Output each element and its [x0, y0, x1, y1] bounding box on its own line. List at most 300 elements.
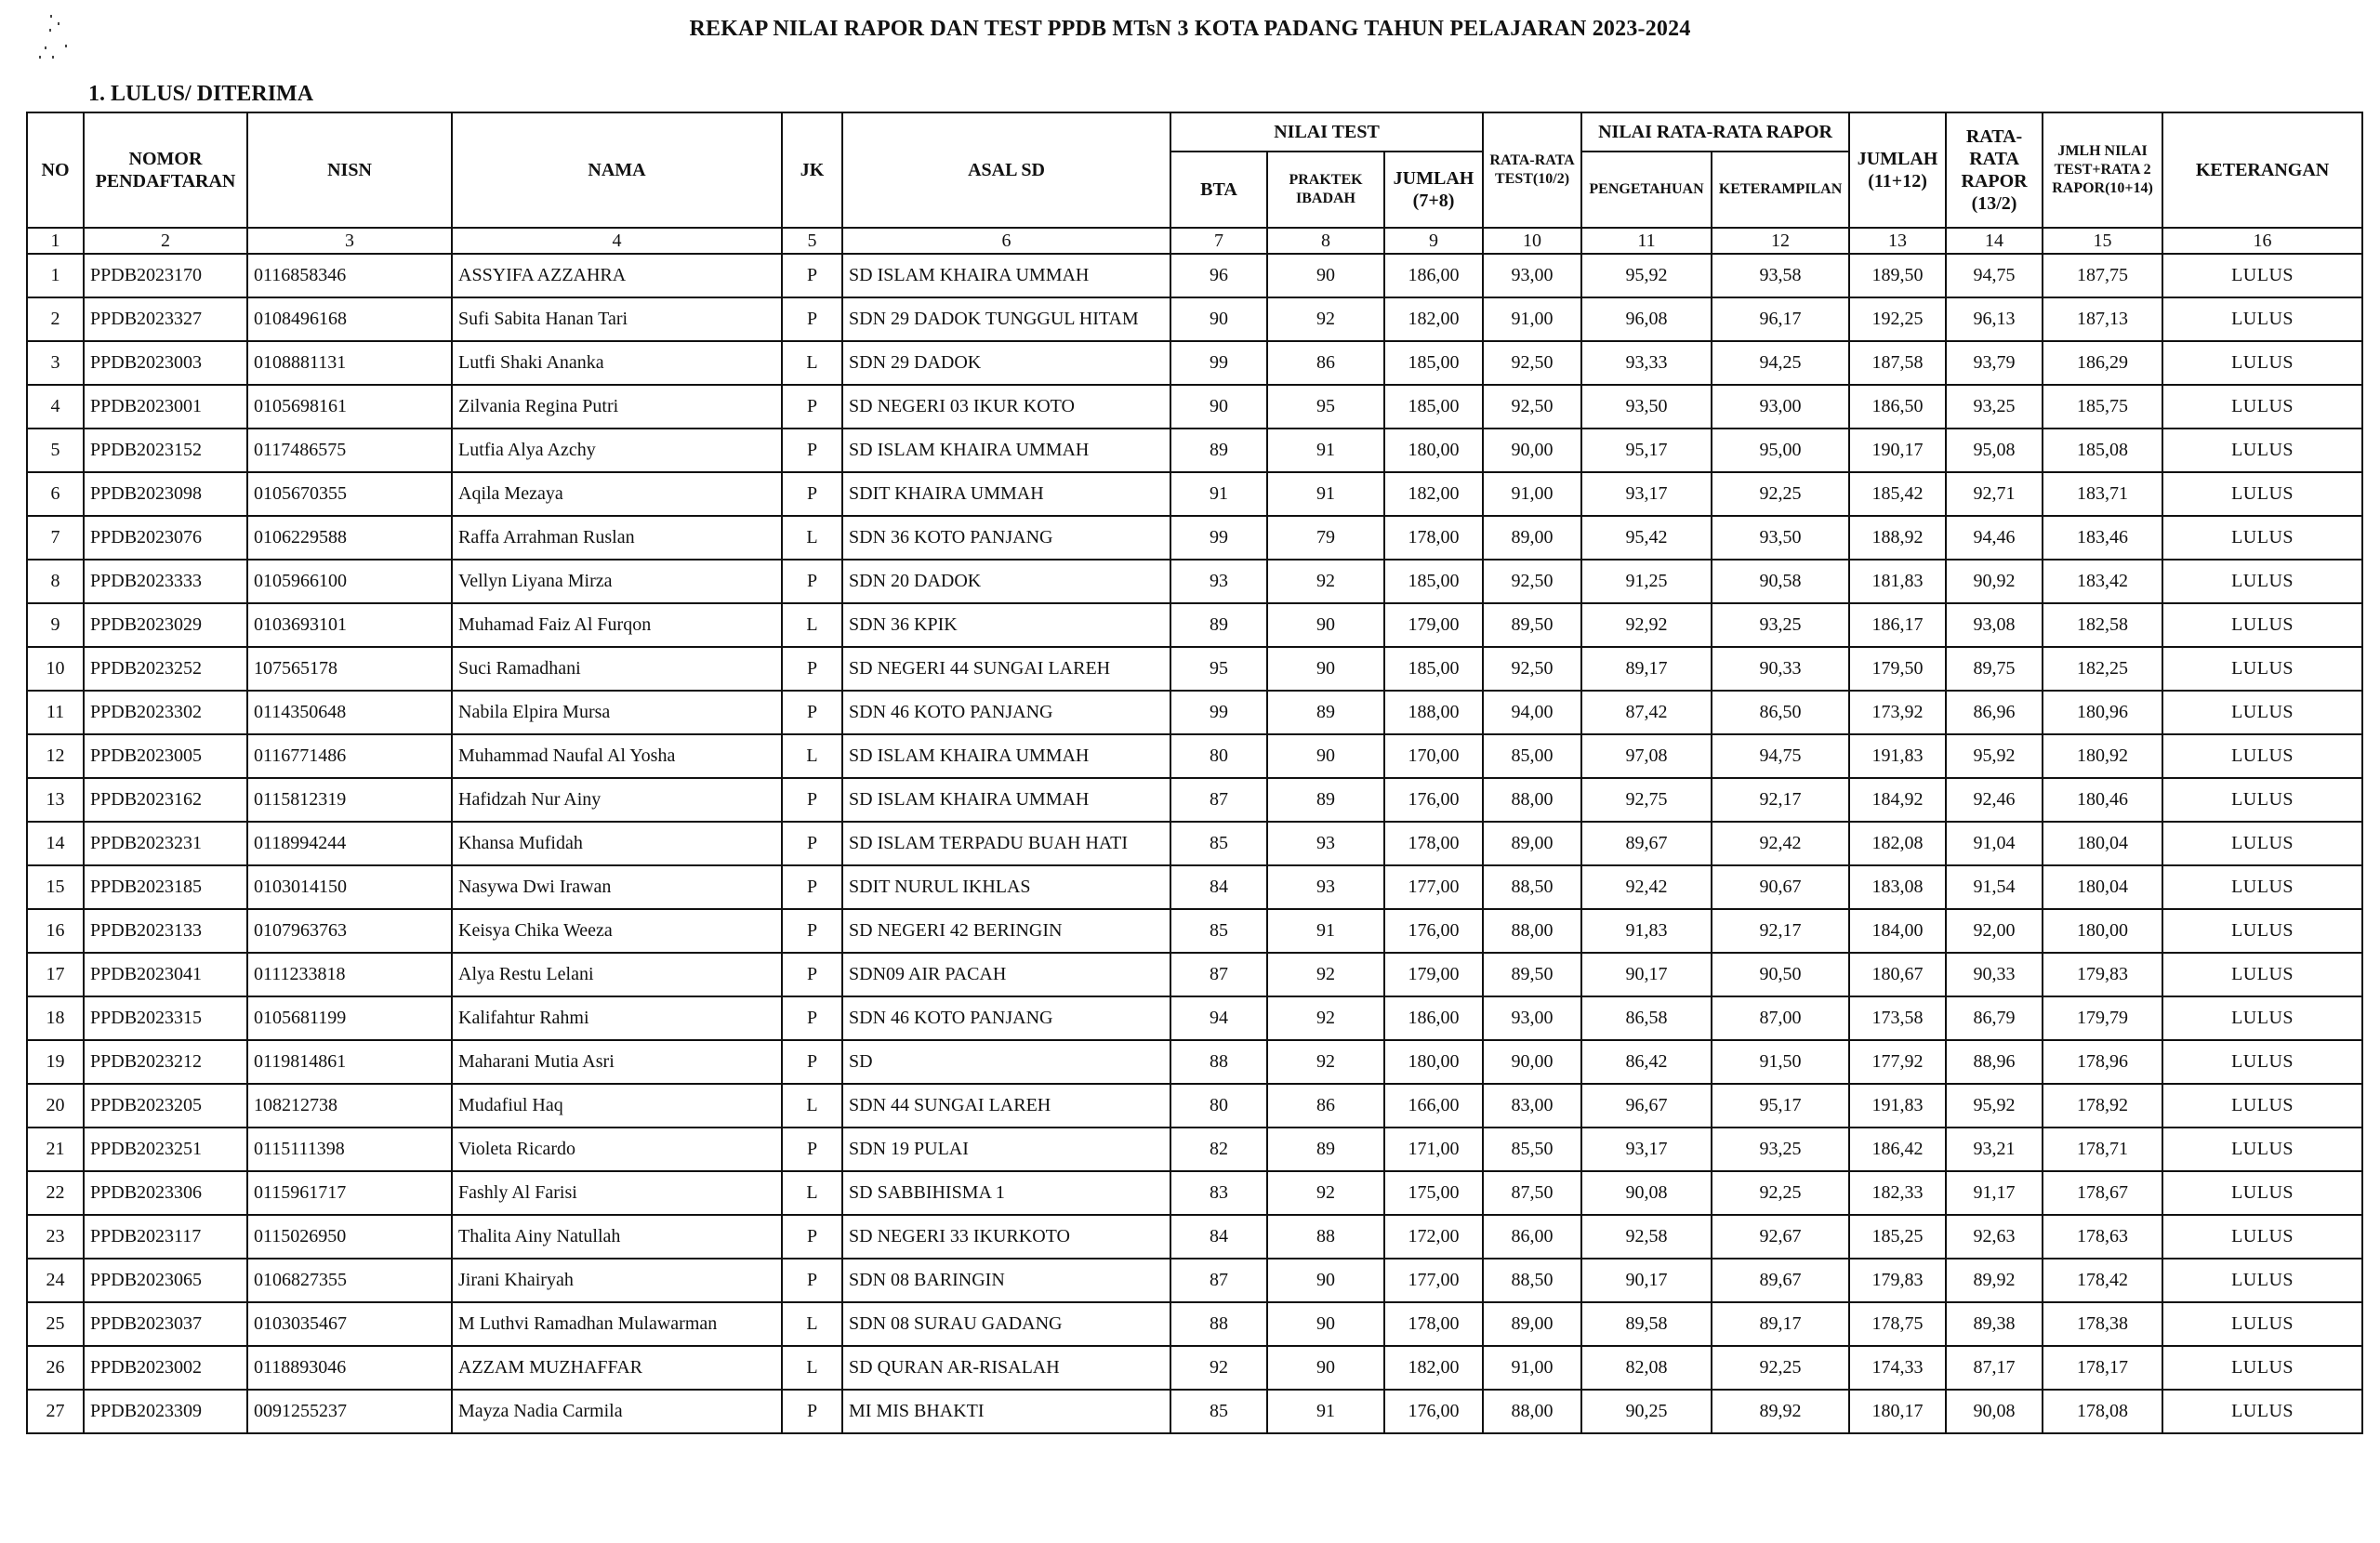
cell-jk: P: [782, 560, 842, 603]
cell-asal-sd: SD ISLAM KHAIRA UMMAH: [842, 734, 1170, 778]
cell-nomor-pendaftaran: PPDB2023315: [84, 996, 247, 1040]
cell-nama: ASSYIFA AZZAHRA: [452, 254, 782, 297]
cell-jk: L: [782, 1302, 842, 1346]
cell-keterangan: LULUS: [2162, 909, 2362, 953]
cell-keterangan: LULUS: [2162, 429, 2362, 472]
cell-praktek-ibadah: 93: [1267, 865, 1384, 909]
cell-bta: 93: [1170, 560, 1267, 603]
cell-praktek-ibadah: 90: [1267, 1346, 1384, 1390]
cell-no: 7: [27, 516, 84, 560]
column-number: 15: [2043, 228, 2162, 254]
cell-rata-rata-test: 92,50: [1483, 647, 1581, 691]
cell-jumlah-nilai: 183,42: [2043, 560, 2162, 603]
cell-nomor-pendaftaran: PPDB2023005: [84, 734, 247, 778]
cell-jumlah-test: 185,00: [1384, 341, 1483, 385]
cell-jk: L: [782, 1171, 842, 1215]
cell-nama: Muhammad Naufal Al Yosha: [452, 734, 782, 778]
cell-bta: 87: [1170, 778, 1267, 822]
cell-praktek-ibadah: 90: [1267, 603, 1384, 647]
cell-pengetahuan: 86,42: [1581, 1040, 1712, 1084]
cell-bta: 91: [1170, 472, 1267, 516]
cell-jumlah-nilai: 178,38: [2043, 1302, 2162, 1346]
cell-bta: 80: [1170, 734, 1267, 778]
cell-jumlah-test: 179,00: [1384, 953, 1483, 996]
table-row: [27, 341, 2362, 385]
cell-rata-rata-rapor: 89,92: [1946, 1259, 2043, 1302]
cell-rata-rata-rapor: 92,63: [1946, 1215, 2043, 1259]
cell-no: 2: [27, 297, 84, 341]
cell-jumlah-nilai: 179,83: [2043, 953, 2162, 996]
cell-nomor-pendaftaran: PPDB2023152: [84, 429, 247, 472]
cell-praktek-ibadah: 95: [1267, 385, 1384, 429]
cell-keterangan: LULUS: [2162, 1259, 2362, 1302]
cell-praktek-ibadah: 91: [1267, 1390, 1384, 1433]
cell-pengetahuan: 95,17: [1581, 429, 1712, 472]
table-row: [27, 516, 2362, 560]
cell-jumlah-rapor: 182,08: [1849, 822, 1946, 865]
cell-praktek-ibadah: 91: [1267, 909, 1384, 953]
cell-jk: P: [782, 1215, 842, 1259]
cell-jumlah-rapor: 173,58: [1849, 996, 1946, 1040]
cell-jumlah-test: 178,00: [1384, 516, 1483, 560]
cell-asal-sd: SD ISLAM TERPADU BUAH HATI: [842, 822, 1170, 865]
cell-jumlah-test: 177,00: [1384, 1259, 1483, 1302]
cell-nama: M Luthvi Ramadhan Mulawarman: [452, 1302, 782, 1346]
header-nomor-pendaftaran: NOMOR PENDAFTARAN: [84, 112, 247, 228]
column-number: 12: [1712, 228, 1849, 254]
cell-praktek-ibadah: 90: [1267, 647, 1384, 691]
cell-keterangan: LULUS: [2162, 1215, 2362, 1259]
cell-jumlah-rapor: 180,67: [1849, 953, 1946, 996]
cell-jk: L: [782, 1346, 842, 1390]
cell-jumlah-test: 185,00: [1384, 560, 1483, 603]
cell-rata-rata-rapor: 94,46: [1946, 516, 2043, 560]
cell-jumlah-nilai: 182,58: [2043, 603, 2162, 647]
cell-nisn: 0107963763: [247, 909, 452, 953]
cell-nama: Lutfia Alya Azchy: [452, 429, 782, 472]
column-number: 7: [1170, 228, 1267, 254]
cell-pengetahuan: 92,58: [1581, 1215, 1712, 1259]
cell-keterampilan: 92,25: [1712, 1171, 1849, 1215]
table-row: [27, 472, 2362, 516]
cell-jumlah-rapor: 180,17: [1849, 1390, 1946, 1433]
cell-jumlah-nilai: 183,46: [2043, 516, 2162, 560]
cell-asal-sd: SDN09 AIR PACAH: [842, 953, 1170, 996]
table-row: [27, 560, 2362, 603]
cell-praktek-ibadah: 91: [1267, 472, 1384, 516]
header-rata-rata-test: RATA-RATA TEST(10/2): [1483, 112, 1581, 228]
cell-jk: P: [782, 953, 842, 996]
cell-asal-sd: SDN 08 BARINGIN: [842, 1259, 1170, 1302]
cell-jumlah-nilai: 185,75: [2043, 385, 2162, 429]
cell-jk: P: [782, 691, 842, 734]
cell-pengetahuan: 93,33: [1581, 341, 1712, 385]
cell-praktek-ibadah: 90: [1267, 734, 1384, 778]
cell-no: 15: [27, 865, 84, 909]
cell-jumlah-rapor: 192,25: [1849, 297, 1946, 341]
cell-no: 5: [27, 429, 84, 472]
cell-praktek-ibadah: 90: [1267, 1259, 1384, 1302]
cell-jumlah-nilai: 180,92: [2043, 734, 2162, 778]
cell-nama: Fashly Al Farisi: [452, 1171, 782, 1215]
column-number: 11: [1581, 228, 1712, 254]
header-nilai-test: NILAI TEST: [1170, 112, 1483, 152]
cell-no: 3: [27, 341, 84, 385]
cell-jumlah-rapor: 190,17: [1849, 429, 1946, 472]
cell-pengetahuan: 97,08: [1581, 734, 1712, 778]
cell-asal-sd: SD ISLAM KHAIRA UMMAH: [842, 254, 1170, 297]
cell-rata-rata-rapor: 90,33: [1946, 953, 2043, 996]
cell-nisn: 0117486575: [247, 429, 452, 472]
cell-rata-rata-rapor: 86,79: [1946, 996, 2043, 1040]
cell-nama: Vellyn Liyana Mirza: [452, 560, 782, 603]
cell-jumlah-test: 182,00: [1384, 472, 1483, 516]
cell-jumlah-test: 186,00: [1384, 996, 1483, 1040]
cell-rata-rata-rapor: 89,38: [1946, 1302, 2043, 1346]
cell-nisn: 0116771486: [247, 734, 452, 778]
table-row: [27, 909, 2362, 953]
cell-asal-sd: SD ISLAM KHAIRA UMMAH: [842, 429, 1170, 472]
cell-no: 12: [27, 734, 84, 778]
cell-bta: 82: [1170, 1128, 1267, 1171]
cell-nama: Nasywa Dwi Irawan: [452, 865, 782, 909]
header-pengetahuan: PENGETAHUAN: [1581, 152, 1712, 228]
cell-jumlah-rapor: 189,50: [1849, 254, 1946, 297]
cell-jk: P: [782, 865, 842, 909]
cell-rata-rata-rapor: 93,79: [1946, 341, 2043, 385]
column-number: 1: [27, 228, 84, 254]
cell-nomor-pendaftaran: PPDB2023327: [84, 297, 247, 341]
cell-nama: Mudafiul Haq: [452, 1084, 782, 1128]
cell-keterampilan: 87,00: [1712, 996, 1849, 1040]
cell-keterampilan: 92,25: [1712, 472, 1849, 516]
cell-rata-rata-test: 91,00: [1483, 297, 1581, 341]
cell-jumlah-rapor: 187,58: [1849, 341, 1946, 385]
header-jumlah-7-8: JUMLAH (7+8): [1384, 152, 1483, 228]
cell-jumlah-nilai: 180,00: [2043, 909, 2162, 953]
column-number: 5: [782, 228, 842, 254]
cell-nisn: 0115961717: [247, 1171, 452, 1215]
table-row: [27, 734, 2362, 778]
cell-no: 6: [27, 472, 84, 516]
cell-rata-rata-test: 89,50: [1483, 953, 1581, 996]
cell-pengetahuan: 87,42: [1581, 691, 1712, 734]
cell-nomor-pendaftaran: PPDB2023309: [84, 1390, 247, 1433]
document-title: REKAP NILAI RAPOR DAN TEST PPDB MTsN 3 KOTA PADANG TAHUN PELAJARAN 2023-2024: [689, 17, 1691, 41]
cell-asal-sd: MI MIS BHAKTI: [842, 1390, 1170, 1433]
cell-jumlah-rapor: 177,92: [1849, 1040, 1946, 1084]
cell-praktek-ibadah: 92: [1267, 953, 1384, 996]
cell-jumlah-test: 176,00: [1384, 1390, 1483, 1433]
cell-nomor-pendaftaran: PPDB2023029: [84, 603, 247, 647]
cell-jumlah-rapor: 178,75: [1849, 1302, 1946, 1346]
cell-keterangan: LULUS: [2162, 734, 2362, 778]
cell-praktek-ibadah: 90: [1267, 1302, 1384, 1346]
cell-rata-rata-rapor: 91,54: [1946, 865, 2043, 909]
cell-jumlah-test: 176,00: [1384, 778, 1483, 822]
cell-keterampilan: 93,00: [1712, 385, 1849, 429]
cell-bta: 84: [1170, 1215, 1267, 1259]
cell-nomor-pendaftaran: PPDB2023306: [84, 1171, 247, 1215]
cell-jumlah-rapor: 188,92: [1849, 516, 1946, 560]
cell-no: 9: [27, 603, 84, 647]
cell-jumlah-test: 186,00: [1384, 254, 1483, 297]
cell-nomor-pendaftaran: PPDB2023003: [84, 341, 247, 385]
cell-nisn: 0119814861: [247, 1040, 452, 1084]
header-jk: JK: [782, 112, 842, 228]
cell-keterampilan: 96,17: [1712, 297, 1849, 341]
cell-rata-rata-test: 86,00: [1483, 1215, 1581, 1259]
cell-keterampilan: 92,42: [1712, 822, 1849, 865]
cell-pengetahuan: 90,25: [1581, 1390, 1712, 1433]
cell-nomor-pendaftaran: PPDB2023302: [84, 691, 247, 734]
cell-jumlah-rapor: 185,42: [1849, 472, 1946, 516]
cell-rata-rata-rapor: 86,96: [1946, 691, 2043, 734]
cell-nisn: 0115111398: [247, 1128, 452, 1171]
table-row: [27, 1171, 2362, 1215]
cell-asal-sd: SDIT KHAIRA UMMAH: [842, 472, 1170, 516]
cell-no: 16: [27, 909, 84, 953]
cell-jumlah-test: 176,00: [1384, 909, 1483, 953]
cell-jk: L: [782, 341, 842, 385]
cell-nomor-pendaftaran: PPDB2023037: [84, 1302, 247, 1346]
cell-rata-rata-rapor: 95,08: [1946, 429, 2043, 472]
cell-asal-sd: SDN 29 DADOK: [842, 341, 1170, 385]
cell-keterangan: LULUS: [2162, 1390, 2362, 1433]
cell-rata-rata-rapor: 96,13: [1946, 297, 2043, 341]
column-number: 3: [247, 228, 452, 254]
cell-jumlah-rapor: 191,83: [1849, 734, 1946, 778]
column-number: 4: [452, 228, 782, 254]
cell-no: 21: [27, 1128, 84, 1171]
cell-bta: 84: [1170, 865, 1267, 909]
cell-jk: L: [782, 734, 842, 778]
header-nama: NAMA: [452, 112, 782, 228]
cell-pengetahuan: 95,42: [1581, 516, 1712, 560]
cell-jk: P: [782, 1259, 842, 1302]
cell-nama: Khansa Mufidah: [452, 822, 782, 865]
cell-pengetahuan: 93,17: [1581, 472, 1712, 516]
cell-keterampilan: 93,58: [1712, 254, 1849, 297]
cell-rata-rata-test: 87,50: [1483, 1171, 1581, 1215]
cell-rata-rata-test: 85,00: [1483, 734, 1581, 778]
header-jmlh-nilai: JMLH NILAI TEST+RATA 2 RAPOR(10+14): [2043, 112, 2162, 228]
cell-nisn: 0118994244: [247, 822, 452, 865]
cell-rata-rata-rapor: 95,92: [1946, 734, 2043, 778]
cell-asal-sd: SD: [842, 1040, 1170, 1084]
table-row: [27, 778, 2362, 822]
cell-nomor-pendaftaran: PPDB2023231: [84, 822, 247, 865]
cell-pengetahuan: 91,25: [1581, 560, 1712, 603]
cell-pengetahuan: 96,08: [1581, 297, 1712, 341]
cell-rata-rata-rapor: 87,17: [1946, 1346, 2043, 1390]
cell-jumlah-nilai: 178,71: [2043, 1128, 2162, 1171]
cell-pengetahuan: 89,67: [1581, 822, 1712, 865]
cell-pengetahuan: 92,75: [1581, 778, 1712, 822]
cell-nomor-pendaftaran: PPDB2023252: [84, 647, 247, 691]
cell-rata-rata-test: 88,00: [1483, 1390, 1581, 1433]
cell-nama: Aqila Mezaya: [452, 472, 782, 516]
cell-rata-rata-rapor: 94,75: [1946, 254, 2043, 297]
cell-asal-sd: SD NEGERI 33 IKURKOTO: [842, 1215, 1170, 1259]
cell-jumlah-test: 166,00: [1384, 1084, 1483, 1128]
cell-jk: P: [782, 1040, 842, 1084]
cell-asal-sd: SDN 08 SURAU GADANG: [842, 1302, 1170, 1346]
cell-bta: 99: [1170, 691, 1267, 734]
cell-nomor-pendaftaran: PPDB2023251: [84, 1128, 247, 1171]
cell-pengetahuan: 90,08: [1581, 1171, 1712, 1215]
cell-praktek-ibadah: 88: [1267, 1215, 1384, 1259]
cell-nisn: 0115026950: [247, 1215, 452, 1259]
cell-no: 18: [27, 996, 84, 1040]
cell-praktek-ibadah: 89: [1267, 691, 1384, 734]
header-praktek-ibadah: PRAKTEK IBADAH: [1267, 152, 1384, 228]
cell-keterampilan: 92,67: [1712, 1215, 1849, 1259]
cell-praktek-ibadah: 86: [1267, 1084, 1384, 1128]
table-row: [27, 385, 2362, 429]
cell-jumlah-test: 175,00: [1384, 1171, 1483, 1215]
cell-rata-rata-rapor: 92,71: [1946, 472, 2043, 516]
cell-bta: 89: [1170, 603, 1267, 647]
cell-no: 11: [27, 691, 84, 734]
cell-jumlah-nilai: 180,04: [2043, 865, 2162, 909]
cell-nama: AZZAM MUZHAFFAR: [452, 1346, 782, 1390]
cell-jumlah-rapor: 184,00: [1849, 909, 1946, 953]
cell-rata-rata-test: 92,50: [1483, 560, 1581, 603]
cell-jumlah-test: 185,00: [1384, 647, 1483, 691]
cell-nama: Hafidzah Nur Ainy: [452, 778, 782, 822]
cell-nisn: 0111233818: [247, 953, 452, 996]
cell-pengetahuan: 91,83: [1581, 909, 1712, 953]
cell-nisn: 107565178: [247, 647, 452, 691]
cell-keterangan: LULUS: [2162, 472, 2362, 516]
table-row: [27, 297, 2362, 341]
cell-nama: Jirani Khairyah: [452, 1259, 782, 1302]
cell-jumlah-nilai: 178,63: [2043, 1215, 2162, 1259]
cell-keterampilan: 92,17: [1712, 909, 1849, 953]
header-nilai-rapor: NILAI RATA-RATA RAPOR: [1581, 112, 1849, 152]
cell-keterampilan: 86,50: [1712, 691, 1849, 734]
cell-pengetahuan: 90,17: [1581, 953, 1712, 996]
cell-jk: P: [782, 1128, 842, 1171]
cell-keterampilan: 92,17: [1712, 778, 1849, 822]
cell-bta: 87: [1170, 953, 1267, 996]
cell-asal-sd: SD QURAN AR-RISALAH: [842, 1346, 1170, 1390]
cell-asal-sd: SDN 29 DADOK TUNGGUL HITAM: [842, 297, 1170, 341]
column-number: 9: [1384, 228, 1483, 254]
table-body: [27, 254, 2362, 1433]
cell-no: 20: [27, 1084, 84, 1128]
cell-asal-sd: SDIT NURUL IKHLAS: [842, 865, 1170, 909]
cell-rata-rata-test: 88,00: [1483, 778, 1581, 822]
cell-rata-rata-rapor: 88,96: [1946, 1040, 2043, 1084]
table-row: [27, 865, 2362, 909]
cell-nomor-pendaftaran: PPDB2023076: [84, 516, 247, 560]
cell-nama: Keisya Chika Weeza: [452, 909, 782, 953]
cell-rata-rata-test: 88,00: [1483, 909, 1581, 953]
table-row: [27, 1390, 2362, 1433]
table-row: [27, 429, 2362, 472]
cell-rata-rata-rapor: 92,00: [1946, 909, 2043, 953]
cell-nama: Zilvania Regina Putri: [452, 385, 782, 429]
cell-nama: Raffa Arrahman Ruslan: [452, 516, 782, 560]
cell-jk: P: [782, 472, 842, 516]
cell-jumlah-nilai: 180,46: [2043, 778, 2162, 822]
cell-nisn: 0103035467: [247, 1302, 452, 1346]
cell-jk: P: [782, 909, 842, 953]
cell-keterangan: LULUS: [2162, 647, 2362, 691]
cell-bta: 92: [1170, 1346, 1267, 1390]
cell-nomor-pendaftaran: PPDB2023170: [84, 254, 247, 297]
cell-jumlah-rapor: 182,33: [1849, 1171, 1946, 1215]
cell-asal-sd: SD NEGERI 03 IKUR KOTO: [842, 385, 1170, 429]
cell-rata-rata-test: 93,00: [1483, 996, 1581, 1040]
cell-nisn: 0106229588: [247, 516, 452, 560]
cell-nomor-pendaftaran: PPDB2023333: [84, 560, 247, 603]
header-keterangan: KETERANGAN: [2162, 112, 2362, 228]
cell-no: 27: [27, 1390, 84, 1433]
cell-jumlah-test: 178,00: [1384, 1302, 1483, 1346]
cell-rata-rata-test: 92,50: [1483, 385, 1581, 429]
cell-bta: 90: [1170, 297, 1267, 341]
column-number: 14: [1946, 228, 2043, 254]
cell-praktek-ibadah: 86: [1267, 341, 1384, 385]
cell-jumlah-rapor: 186,17: [1849, 603, 1946, 647]
cell-nisn: 0103693101: [247, 603, 452, 647]
cell-keterampilan: 89,92: [1712, 1390, 1849, 1433]
header-keterampilan: KETERAMPILAN: [1712, 152, 1849, 228]
cell-nisn: 0105681199: [247, 996, 452, 1040]
cell-keterampilan: 95,00: [1712, 429, 1849, 472]
cell-no: 4: [27, 385, 84, 429]
cell-keterangan: LULUS: [2162, 603, 2362, 647]
cell-bta: 83: [1170, 1171, 1267, 1215]
cell-asal-sd: SDN 36 KOTO PANJANG: [842, 516, 1170, 560]
cell-jumlah-rapor: 191,83: [1849, 1084, 1946, 1128]
table-row: [27, 1040, 2362, 1084]
cell-pengetahuan: 82,08: [1581, 1346, 1712, 1390]
cell-jk: P: [782, 385, 842, 429]
cell-praktek-ibadah: 89: [1267, 778, 1384, 822]
cell-rata-rata-rapor: 93,25: [1946, 385, 2043, 429]
cell-jumlah-rapor: 184,92: [1849, 778, 1946, 822]
cell-rata-rata-test: 83,00: [1483, 1084, 1581, 1128]
cell-keterangan: LULUS: [2162, 1346, 2362, 1390]
cell-jumlah-test: 172,00: [1384, 1215, 1483, 1259]
cell-praktek-ibadah: 92: [1267, 1040, 1384, 1084]
cell-rata-rata-test: 89,00: [1483, 822, 1581, 865]
cell-asal-sd: SD NEGERI 44 SUNGAI LAREH: [842, 647, 1170, 691]
cell-jk: P: [782, 778, 842, 822]
cell-rata-rata-test: 93,00: [1483, 254, 1581, 297]
cell-bta: 95: [1170, 647, 1267, 691]
cell-nama: Sufi Sabita Hanan Tari: [452, 297, 782, 341]
cell-nomor-pendaftaran: PPDB2023098: [84, 472, 247, 516]
cell-jumlah-rapor: 179,50: [1849, 647, 1946, 691]
cell-bta: 87: [1170, 1259, 1267, 1302]
cell-keterangan: LULUS: [2162, 1084, 2362, 1128]
cell-pengetahuan: 93,50: [1581, 385, 1712, 429]
cell-bta: 88: [1170, 1302, 1267, 1346]
cell-jumlah-rapor: 173,92: [1849, 691, 1946, 734]
cell-rata-rata-test: 85,50: [1483, 1128, 1581, 1171]
cell-keterampilan: 95,17: [1712, 1084, 1849, 1128]
cell-jk: L: [782, 603, 842, 647]
cell-bta: 99: [1170, 341, 1267, 385]
cell-praktek-ibadah: 90: [1267, 254, 1384, 297]
cell-rata-rata-test: 92,50: [1483, 341, 1581, 385]
cell-jumlah-rapor: 183,08: [1849, 865, 1946, 909]
